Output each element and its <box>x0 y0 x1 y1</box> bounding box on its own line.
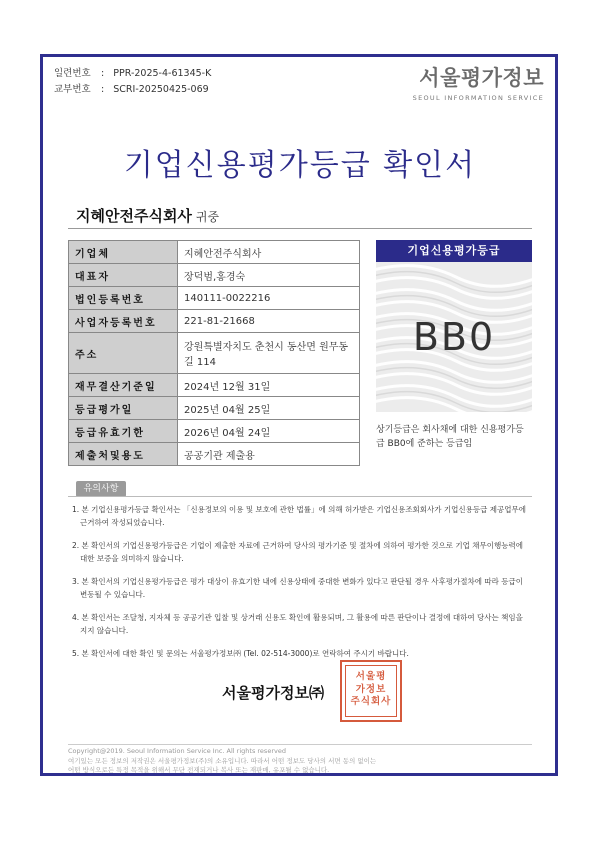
grade-box <box>376 262 532 412</box>
footer-divider <box>68 744 532 745</box>
issue-number-label: 일련번호 <box>54 68 91 79</box>
company-info-table <box>68 240 360 466</box>
notice-item: 5. 본 확인서에 대한 확인 및 문의는 서울평가정보㈜ (Tel. 02-514-3000)로 연락하여 주시기 바랍니다. <box>72 649 409 658</box>
recipient-divider <box>68 228 532 229</box>
brand-logo <box>413 62 544 102</box>
notice-item: 2. 본 확인서의 기업신용평가등급은 기업이 제출한 자료에 근거하여 당사의 평가기준 및 절차에 의하여 평가한 것으로 기업 채무이행능력에 대한 보증을 의미하지 않습니다. <box>72 541 524 563</box>
info-row <box>69 443 360 466</box>
info-row <box>69 264 360 287</box>
info-label: 기업체 <box>69 241 178 264</box>
meta-separator: : <box>101 68 105 79</box>
seal-inner: 서울평 가정보 주식회사 <box>345 665 397 717</box>
info-value: 221-81-21668 <box>178 310 360 333</box>
info-label: 사업자등록번호 <box>69 310 178 333</box>
footer-line-1: 여기있는 모든 정보의 저작권은 서울평가정보(주)의 소유입니다. 따라서 어떤 정보도 당사의 서면 동의 없이는 <box>68 756 377 765</box>
info-row <box>69 310 360 333</box>
footer <box>68 747 532 776</box>
info-row <box>69 397 360 420</box>
notice-title: 유의사항 <box>76 481 126 497</box>
footer-copyright: Copyright@2019. Seoul Information Service Inc. All rights reserved <box>68 747 286 755</box>
info-label: 법인등록번호 <box>69 287 178 310</box>
notice-divider <box>68 496 532 497</box>
info-label: 제출처및용도 <box>69 443 178 466</box>
grade-header: 기업신용평가등급 <box>376 240 532 262</box>
info-value: 2024년 12월 31일 <box>178 374 360 397</box>
brand-name: 서울평가정보 <box>419 66 544 90</box>
info-row <box>69 333 360 374</box>
info-label: 재무결산기준일 <box>69 374 178 397</box>
notice-item: 3. 본 확인서의 기업신용평가등급은 평가 대상이 유효기한 내에 신용상태에 중대한 변화가 있다고 판단될 경우 사후평가절차에 따라 등급이 변동될 수 있습니다. <box>72 577 524 599</box>
recipient-company: 지혜안전주식회사 <box>76 207 192 225</box>
delivery-number-label: 교부번호 <box>54 84 91 95</box>
info-value: 140111-0022216 <box>178 287 360 310</box>
info-row <box>69 420 360 443</box>
recipient-honorific: 귀중 <box>195 210 220 224</box>
issue-number: PPR-2025-4-61345-K <box>113 68 212 79</box>
notice-item: 1. 본 기업신용평가등급 확인서는 「신용정보의 이용 및 보호에 관한 법률」에 의해 허가받은 기업신용조회회사가 기업신용등급 제공업무에 근거하여 작성되었습니다. <box>72 505 527 527</box>
grade-note: 상기등급은 회사채에 대한 신용평가등급 BB0에 준하는 등급임 <box>376 425 524 449</box>
info-label: 등급평가일 <box>69 397 178 420</box>
company-seal <box>340 660 402 722</box>
document-title: 기업신용평가등급 확인서 <box>123 148 477 183</box>
footer-line-2: 어떤 방식으로든 특정 목적을 위해서 무단 전재되거나 복사 또는 재판매, 유포될 수 없습니다. <box>68 766 330 774</box>
info-value: 지혜안전주식회사 <box>178 241 360 264</box>
info-value: 공공기관 제출용 <box>178 443 360 466</box>
info-label: 대표자 <box>69 264 178 287</box>
notice-list <box>72 504 530 672</box>
brand-subtitle: SEOUL INFORMATION SERVICE <box>412 94 544 102</box>
delivery-number: SCRI-20250425-069 <box>113 84 209 95</box>
info-label: 주소 <box>69 333 178 374</box>
info-row <box>69 374 360 397</box>
issue-number-row <box>54 66 211 82</box>
meta-separator: : <box>101 84 105 95</box>
document-meta <box>54 66 211 98</box>
info-value: 강원특별자치도 춘천시 동산면 원무동길 114 <box>178 333 360 374</box>
notice-item: 4. 본 확인서는 조달청, 지자체 등 공공기관 입찰 및 상거래 신용도 확인에 활용되며, 그 활용에 따른 판단이나 결정에 대하여 당사는 책임을 지지 않습니다. <box>72 613 523 635</box>
info-value: 2025년 04월 25일 <box>178 397 360 420</box>
grade-value: BB0 <box>412 315 496 359</box>
info-row <box>69 241 360 264</box>
info-value: 2026년 04월 24일 <box>178 420 360 443</box>
recipient <box>76 205 219 226</box>
info-row <box>69 287 360 310</box>
delivery-number-row <box>54 82 211 98</box>
issuer-name: 서울평가정보㈜ <box>222 684 324 702</box>
info-label: 등급유효기한 <box>69 420 178 443</box>
info-value: 장덕범,홍경숙 <box>178 264 360 287</box>
